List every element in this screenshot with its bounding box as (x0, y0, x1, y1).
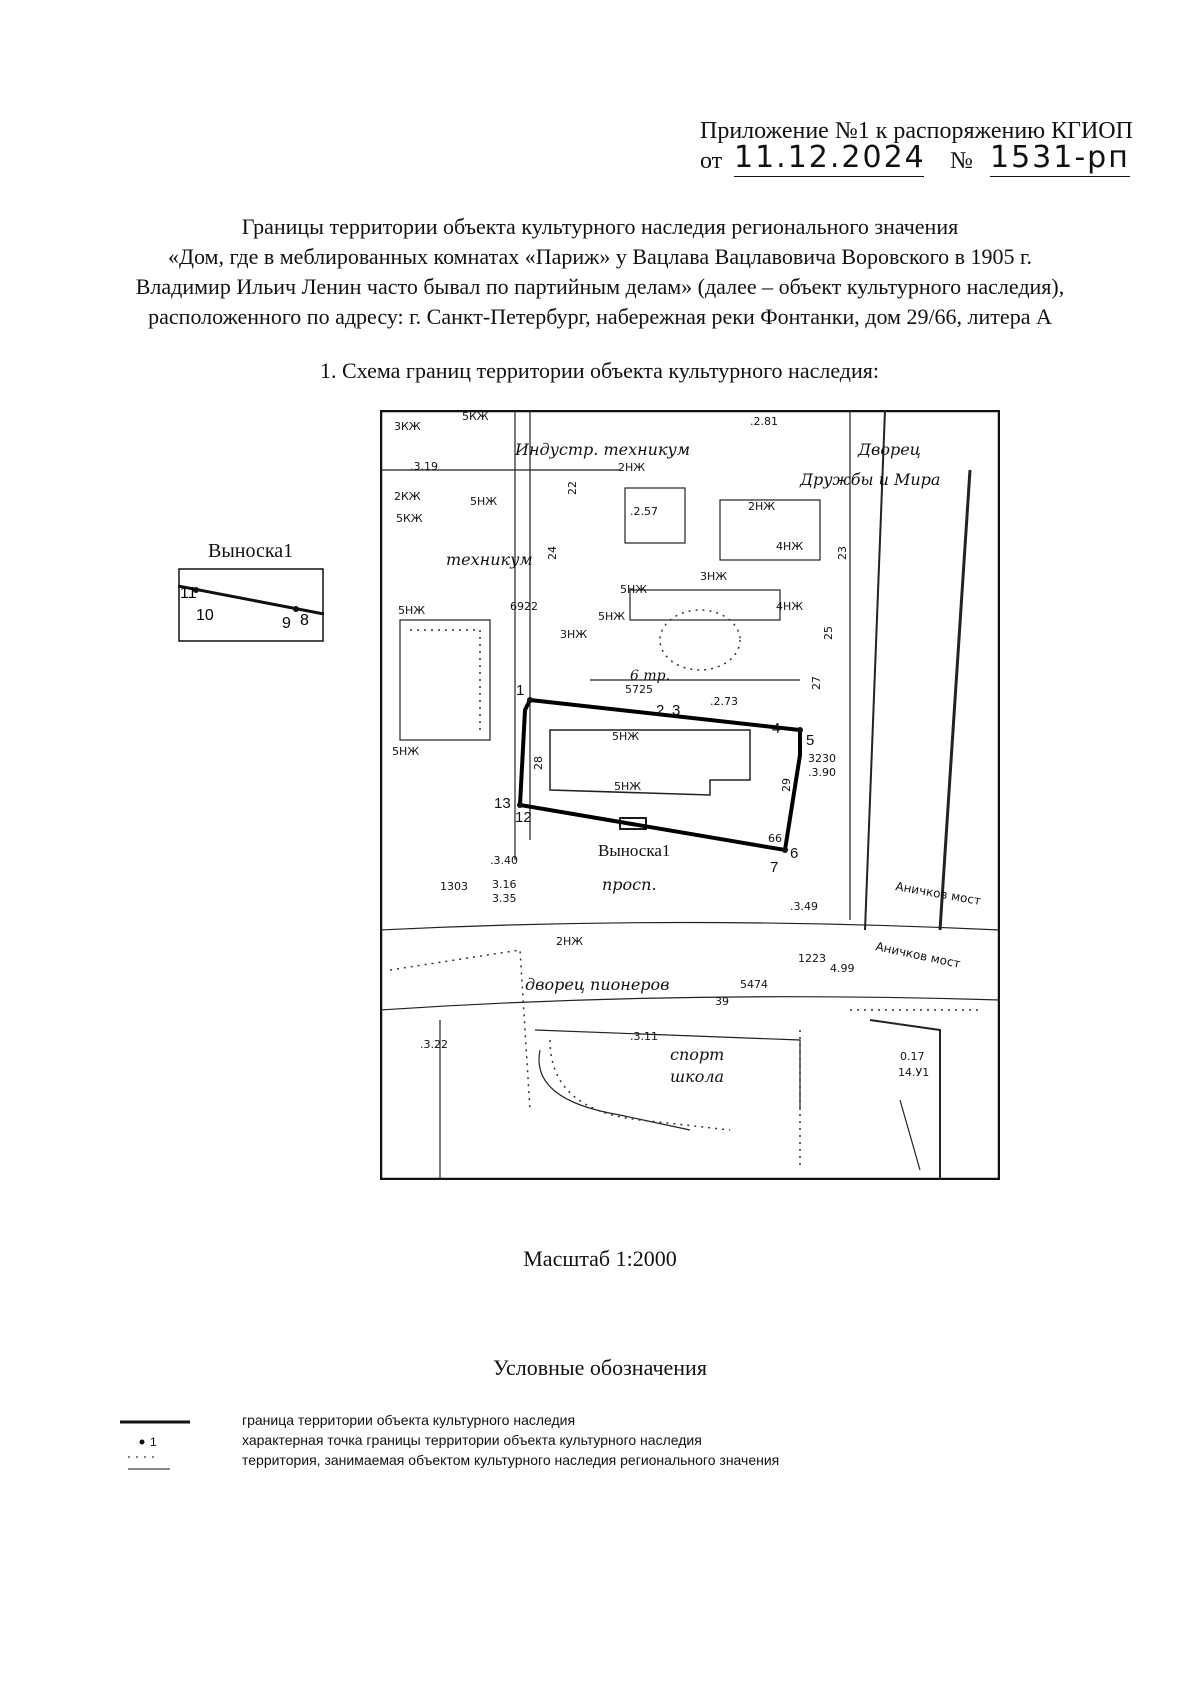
callout-box (178, 568, 324, 642)
elev-12: 6922 (510, 600, 538, 613)
floor-16: 5НЖ (392, 745, 420, 758)
elev-13: 1303 (440, 880, 468, 893)
num-22: 22 (566, 481, 579, 495)
floor-18: 4НЖ (776, 600, 804, 613)
num-017: 0.17 (900, 1050, 925, 1063)
label-prospect: просп. (602, 875, 657, 894)
elev-9: 3.16 (492, 878, 517, 891)
legend-text-boundary: граница территории объекта культурного наследия (242, 1412, 576, 1428)
document-title (60, 212, 1140, 332)
bp-5 (797, 727, 803, 733)
label-callout-ref: Выноска1 (598, 841, 671, 860)
label-sport-school: школа (670, 1067, 725, 1086)
map-scale: Масштаб 1:2000 (523, 1246, 677, 1271)
elev-16: 3230 (808, 752, 836, 765)
label-industrial-school: Индустр. техникум (515, 440, 691, 459)
elev-7: .3.22 (420, 1038, 448, 1051)
elev-18: .2.81 (750, 415, 778, 428)
title-line-4: расположенного по адресу: г. Санкт-Петербург, набережная реки Фонтанки, дом 29/66, литера А (148, 304, 1052, 329)
title-line-1: Границы территории объекта культурного наследия регионального значения (241, 214, 959, 239)
number-label: № (950, 148, 973, 174)
elev-4: 5725 (625, 683, 653, 696)
num-39: 39 (715, 995, 729, 1008)
date-underline (734, 176, 924, 178)
floor-6: 2НЖ (618, 461, 646, 474)
bp-label-6: 6 (790, 845, 799, 862)
legend-item-territory (120, 1452, 1020, 1472)
num-66: 66 (768, 832, 782, 845)
label-school: техникум (446, 550, 533, 569)
floor-9: 3НЖ (700, 570, 728, 583)
num-25: 25 (822, 626, 835, 640)
floor-13: 5НЖ (612, 730, 640, 743)
label-pioneers: дворец пионеров (525, 975, 670, 994)
floor-11: 3НЖ (560, 628, 588, 641)
bp-label-7: 7 (770, 859, 779, 876)
elev-17: .3.90 (808, 766, 836, 779)
label-anichkov-1: Аничков мост (894, 879, 983, 908)
num-27: 27 (810, 676, 823, 690)
floor-1: 3КЖ (394, 420, 421, 433)
legend-point-marker: 1 (150, 1435, 157, 1449)
bp-6 (782, 847, 788, 853)
floor-8: 5НЖ (620, 583, 648, 596)
section-heading: 1. Схема границ территории объекта культурного наследия: (320, 358, 880, 383)
title-line-3: Владимир Ильич Ленин часто бывал по партийным делам» (далее – объект культурного наследия), (135, 274, 1065, 299)
label-sport: спорт (670, 1045, 725, 1064)
label-friendship: Дружбы и Мира (800, 470, 941, 489)
elev-10: 3.35 (492, 892, 517, 905)
callout-label: Выноска1 (208, 540, 294, 562)
order-date (734, 140, 924, 175)
callout-frame (179, 569, 323, 641)
floor-2: 5КЖ (462, 410, 489, 423)
bp-label-5: 5 (806, 732, 815, 749)
legend-item-boundary (120, 1412, 1020, 1432)
bp-label-1: 1 (516, 682, 525, 699)
elev-3: .2.73 (710, 695, 738, 708)
elev-1: .3.19 (410, 460, 438, 473)
elev-2: .2.57 (630, 505, 658, 518)
order-number-text: 1531-рп (990, 140, 1130, 175)
legend-text-point: характерная точка границы территории объекта культурного наследия (242, 1432, 702, 1448)
floor-10: 4НЖ (776, 540, 804, 553)
label-palace: Дворец (858, 440, 921, 459)
elev-15: 5474 (740, 978, 768, 991)
bp-label-3: 3 (672, 702, 681, 719)
floor-7: 2НЖ (748, 500, 776, 513)
order-line (700, 140, 1130, 175)
num-24: 24 (546, 546, 559, 560)
floor-3: 2КЖ (394, 490, 421, 503)
floor-4: 5НЖ (470, 495, 498, 508)
floor-5: 5КЖ (396, 512, 423, 525)
callout-point-9 (293, 606, 299, 612)
elev-11: 4.99 (830, 962, 855, 975)
bp-label-4: 4 (772, 720, 781, 737)
from-label: от (700, 148, 723, 174)
bp-label-13: 13 (494, 795, 511, 812)
floor-15: 5НЖ (398, 604, 426, 617)
bp-12 (517, 802, 523, 808)
num-14y1: 14.У1 (898, 1066, 930, 1079)
title-line-2: «Дом, где в меблированных комнатах «Париж» у Вацлава Вацлавовича Воровского в 1905 г. (167, 244, 1033, 269)
order-number (990, 140, 1130, 175)
num-29: 29 (780, 778, 793, 792)
number-underline (990, 176, 1130, 178)
floor-14: 5НЖ (614, 780, 642, 793)
order-date-text: 11.12.2024 (734, 140, 926, 175)
elev-6: .3.49 (790, 900, 818, 913)
legend-title: Условные обозначения (493, 1355, 707, 1380)
bp-label-12: 12 (515, 809, 532, 826)
bp-label-2: 2 (656, 702, 665, 719)
boundary-point-icon (120, 1432, 190, 1452)
label-b6tp: 6 тр. (630, 668, 671, 684)
floor-17: 2НЖ (556, 935, 584, 948)
callout-label-10: 10 (196, 607, 214, 624)
elev-8: .3.11 (630, 1030, 658, 1043)
elev-5: .3.40 (490, 854, 518, 867)
appendix-line: Приложение №1 к распоряжению КГИОП (700, 118, 1133, 144)
boundary-line-icon (120, 1412, 190, 1432)
site-map (380, 410, 1000, 1180)
num-28: 28 (532, 756, 545, 770)
legend-item-point (120, 1432, 1020, 1452)
occupied-territory-icon (120, 1452, 190, 1472)
elev-14: 1223 (798, 952, 826, 965)
callout-label-9: 9 (282, 615, 291, 632)
callout-label-8: 8 (300, 612, 309, 629)
label-anichkov-2: Аничков мост (874, 939, 962, 971)
callout-label-11: 11 (180, 585, 197, 602)
floor-12: 5НЖ (598, 610, 626, 623)
bp-1 (527, 697, 533, 703)
num-23: 23 (836, 546, 849, 560)
legend-text-territory: территория, занимаемая объектом культурного наследия регионального значения (242, 1452, 780, 1468)
